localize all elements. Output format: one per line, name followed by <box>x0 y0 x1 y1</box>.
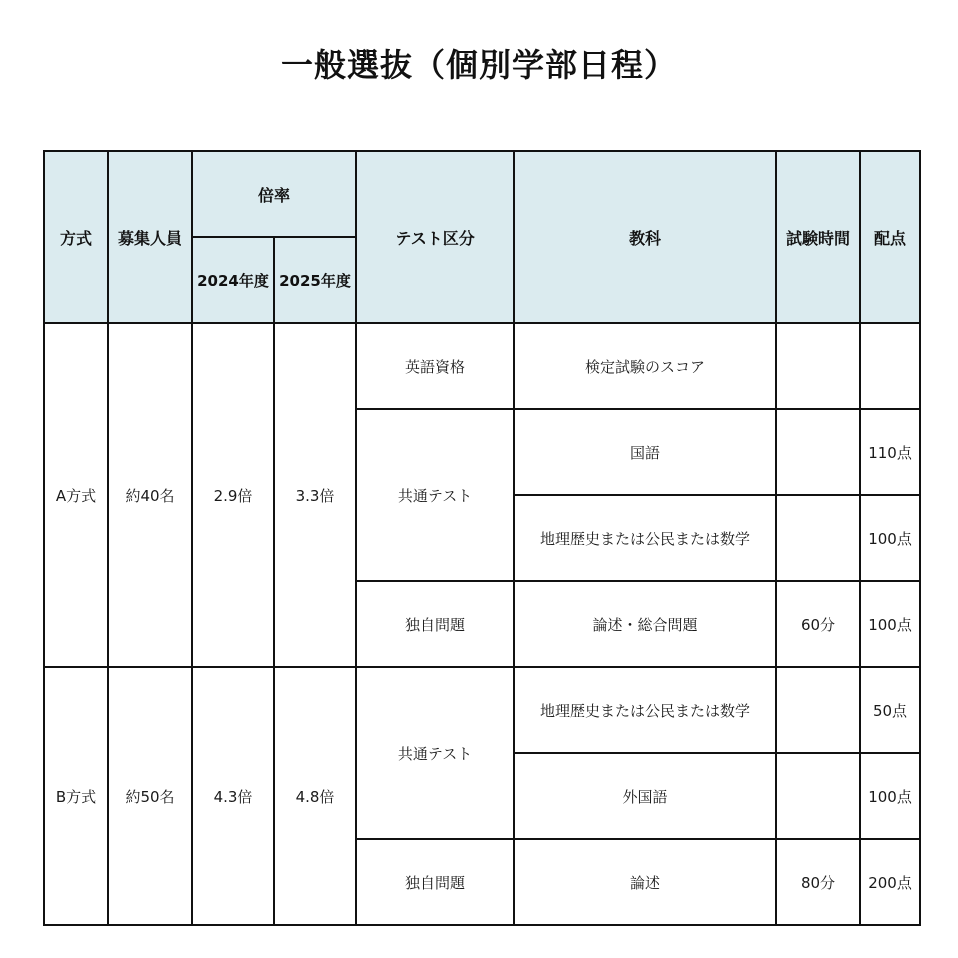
test-type-cell: 独自問題 <box>356 839 514 925</box>
header-points: 配点 <box>860 151 920 323</box>
ratio-2025-cell: 4.8倍 <box>274 667 356 925</box>
ratio-2024-cell: 2.9倍 <box>192 323 274 667</box>
points-cell: 110点 <box>860 409 920 495</box>
exam-time-cell <box>776 667 860 753</box>
test-type-cell: 共通テスト <box>356 409 514 581</box>
test-type-cell: 英語資格 <box>356 323 514 409</box>
test-type-cell: 独自問題 <box>356 581 514 667</box>
exam-time-cell <box>776 753 860 839</box>
table-row <box>44 667 920 753</box>
ratio-2024-cell: 4.3倍 <box>192 667 274 925</box>
points-cell: 50点 <box>860 667 920 753</box>
table-row <box>44 323 920 409</box>
subject-cell: 論述 <box>514 839 776 925</box>
subject-cell: 外国語 <box>514 753 776 839</box>
header-year-2025: 2025年度 <box>274 237 356 323</box>
exam-time-cell: 80分 <box>776 839 860 925</box>
points-cell: 100点 <box>860 495 920 581</box>
exam-time-cell <box>776 323 860 409</box>
points-cell: 100点 <box>860 753 920 839</box>
points-cell <box>860 323 920 409</box>
points-cell: 200点 <box>860 839 920 925</box>
header-subject: 教科 <box>514 151 776 323</box>
method-cell: A方式 <box>44 323 108 667</box>
capacity-cell: 約50名 <box>108 667 192 925</box>
header-capacity: 募集人員 <box>108 151 192 323</box>
exam-time-cell <box>776 495 860 581</box>
header-test-type: テスト区分 <box>356 151 514 323</box>
capacity-cell: 約40名 <box>108 323 192 667</box>
ratio-2025-cell: 3.3倍 <box>274 323 356 667</box>
page-title: 一般選抜（個別学部日程） <box>280 46 677 84</box>
method-cell: B方式 <box>44 667 108 925</box>
test-type-cell: 共通テスト <box>356 667 514 839</box>
subject-cell: 地理歴史または公民または数学 <box>514 495 776 581</box>
subject-cell: 論述・総合問題 <box>514 581 776 667</box>
header-year-2024: 2024年度 <box>192 237 274 323</box>
subject-cell: 国語 <box>514 409 776 495</box>
points-cell: 100点 <box>860 581 920 667</box>
exam-time-cell <box>776 409 860 495</box>
header-ratio: 倍率 <box>192 151 356 237</box>
header-row-1 <box>44 151 920 237</box>
subject-cell: 地理歴史または公民または数学 <box>514 667 776 753</box>
subject-cell: 検定試験のスコア <box>514 323 776 409</box>
exam-time-cell: 60分 <box>776 581 860 667</box>
header-method: 方式 <box>44 151 108 323</box>
exam-schedule-table <box>43 150 921 926</box>
header-exam-time: 試験時間 <box>776 151 860 323</box>
